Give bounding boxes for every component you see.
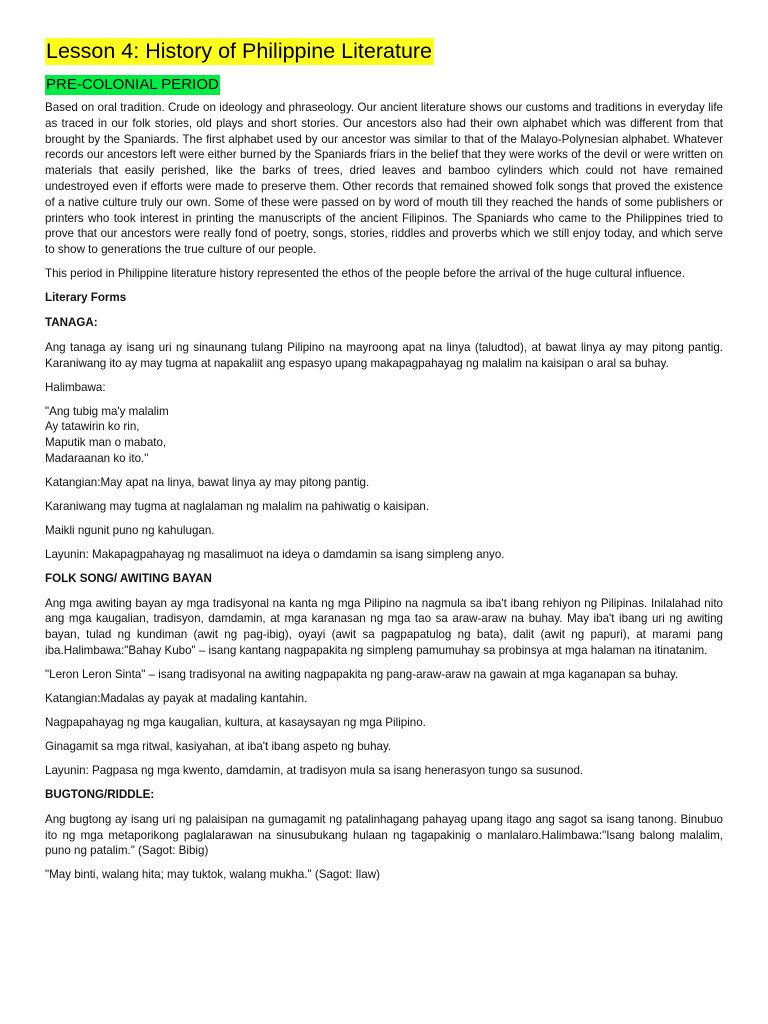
document-page (45, 38, 723, 891)
folk-song-example: "Leron Leron Sinta" – isang tradisyonal na awiting nagpapakita ng pang-araw-araw na gawain at mga kaganapan sa buhay. (45, 667, 679, 681)
tanaga-note: Karaniwang may tugma at naglalaman ng malalim na pahiwatig o kaisipan. (45, 499, 430, 513)
tanaga-poem (45, 404, 723, 467)
ethos-paragraph: This period in Philippine literature history represented the ethos of the people before the arrival of the huge cultural influence. (45, 267, 685, 281)
tanaga-layunin: Layunin: Makapagpahayag ng masalimuot na ideya o damdamin sa isang simpleng anyo. (45, 547, 505, 561)
tanaga-note: Maikli ngunit puno ng kahulugan. (45, 523, 215, 537)
folk-song-definition: Ang mga awiting bayan ay mga tradisyonal na kanta ng mga Pilipino na nagmula sa iba't ibang rehiyon ng Pilipinas. Inilalahad nito ang mga kaugalian, tradisyon, damdamin, at mga karanasan ng mga tao sa araw-araw na buhay. May iba't ibang uri ng awiting bayan, tulad ng kundiman (awit ng pag-ibig), oyayi (awit sa pagpapatulog ng bata), dalit (awit ng papuri), at marami pang iba.Halimbawa:"Bahay Kubo" – isang kantang nagpapakita ng simpleng pamumuhay sa probinsya at mga halaman na itinatanim. (45, 596, 723, 657)
folk-song-note: Nagpapahayag ng mga kaugalian, kultura, at kasaysayan ng mga Pilipino. (45, 715, 426, 729)
tanaga-heading: TANAGA: (45, 315, 98, 329)
folk-song-heading: FOLK SONG/ AWITING BAYAN (45, 571, 212, 585)
period-heading: PRE-COLONIAL PERIOD (46, 76, 219, 93)
poem-line: Ay tatawirin ko rin, (45, 420, 140, 434)
tanaga-example-label: Halimbawa: (45, 380, 106, 394)
poem-line: Madaraanan ko ito." (45, 451, 149, 465)
bugtong-example: "May binti, walang hita; may tuktok, walang mukha." (Sagot: Ilaw) (45, 868, 380, 882)
bugtong-definition: Ang bugtong ay isang uri ng palaisipan na gumagamit ng patalinhagang pahayag upang itago ang sagot sa isang tanong. Binubuo ito ng mga metaporikong paglalarawan na sinusubukang hulaan ng tagapakinig o manlalaro.Halimbawa:"Isang balong malalim, puno ng patalim." (Sagot: Bibig) (45, 812, 723, 858)
poem-line: Maputik man o mabato, (45, 436, 167, 450)
intro-paragraph: Based on oral tradition. Crude on ideology and phraseology. Our ancient literature shows our customs and traditions in everyday life as traced in our folk stories, old plays and short stories. Our ancestors also had their own alphabet which was different from that brought by the Spaniards. The first alphabet used by our ancestor was similar to that of the Malayo-Polynesian alphabet. Whatever records our ancestors left were either burned by the Spaniards friars in the belief that they were works of the devil or were written on materials that easily perished, like the barks of trees, dried leaves and bamboo cylinders which could not have remained undestroyed even if efforts were made to preserve them. Other records that remained showed folk songs that proved the existence of a native culture truly our own. Some of these were passed on by word of mouth till they reached the hands of some publishers or printers who took interest in printing the manuscripts of the ancient Filipinos. The Spaniards who came to the Philippines tried to prove that our ancestors were really fond of poetry, songs, stories, riddles and proverbs which we still enjoy today, and which serve to show to generations the true culture of our people. (45, 101, 723, 257)
folk-song-note: Ginagamit sa mga ritwal, kasiyahan, at iba't ibang aspeto ng buhay. (45, 739, 392, 753)
folk-song-katangian: Katangian:Madalas ay payak at madaling kantahin. (45, 691, 308, 705)
bugtong-heading: BUGTONG/RIDDLE: (45, 787, 155, 801)
tanaga-definition: Ang tanaga ay isang uri ng sinaunang tulang Pilipino na mayroong apat na linya (taludtod), at bawat linya ay may pitong pantig. Karaniwang ito ay may tugma at napakaliit ang espasyo upang makapagpahayag ng malalim na kaisipan o aral sa buhay. (45, 340, 723, 370)
lesson-title: Lesson 4: History of Philippine Literature (46, 39, 433, 63)
literary-forms-heading: Literary Forms (45, 291, 127, 305)
poem-line: "Ang tubig ma'y malalim (45, 404, 169, 418)
tanaga-katangian: Katangian:May apat na linya, bawat linya ay may pitong pantig. (45, 475, 370, 489)
folk-song-layunin: Layunin: Pagpasa ng mga kwento, damdamin, at tradisyon mula sa isang henerasyon tungo sa susunod. (45, 763, 584, 777)
